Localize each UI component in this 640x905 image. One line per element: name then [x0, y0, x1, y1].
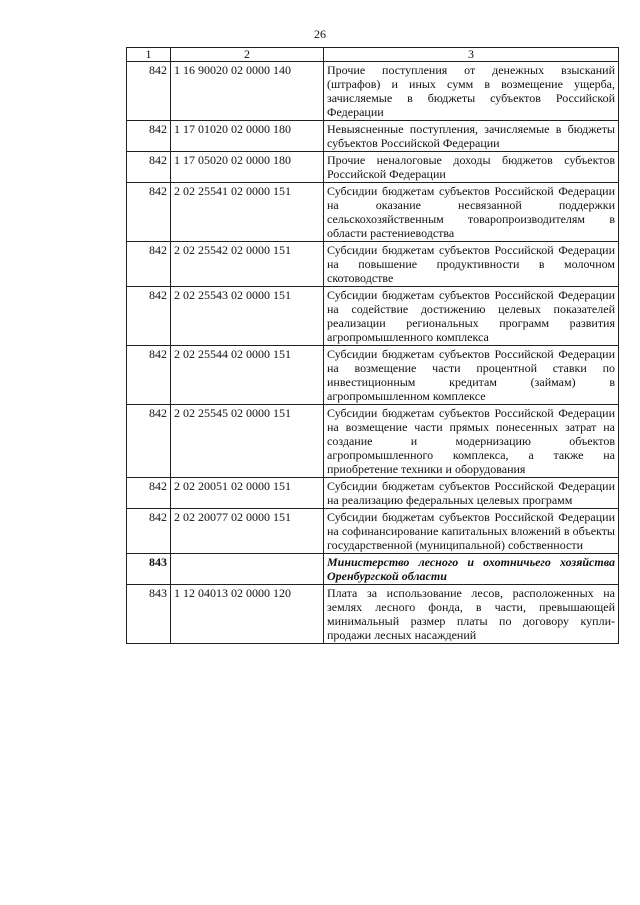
cell-admin-code: 842: [127, 405, 171, 478]
cell-budget-code: 1 12 04013 02 0000 120: [171, 585, 324, 644]
column-header-name: 3: [324, 48, 619, 62]
table-row: [127, 62, 619, 121]
cell-income-name: Субсидии бюджетам субъектов Российской Федерации на реализацию федеральных целевых программ: [324, 478, 619, 509]
table-row: [127, 346, 619, 405]
cell-income-name: Субсидии бюджетам субъектов Российской Федерации на содействие достижению целевых показателей реализации региональных программ развития агропромышленного комплекса: [324, 287, 619, 346]
table-header-row: [127, 48, 619, 62]
cell-budget-code: 2 02 25542 02 0000 151: [171, 242, 324, 287]
table-row: [127, 242, 619, 287]
cell-budget-code: [171, 554, 324, 585]
cell-income-name: Субсидии бюджетам субъектов Российской Федерации на возмещение части процентной ставки по инвестиционным кредитам (займам) в агропромышленном комплексе: [324, 346, 619, 405]
table-row: [127, 509, 619, 554]
cell-budget-code: 2 02 25543 02 0000 151: [171, 287, 324, 346]
cell-income-name: Плата за использование лесов, расположенных на землях лесного фонда, в части, превышающей минимальный размер платы по договору купли-продажи лесных насаждений: [324, 585, 619, 644]
table-row: [127, 478, 619, 509]
table-row: [127, 183, 619, 242]
cell-income-name: Субсидии бюджетам субъектов Российской Федерации на софинансирование капитальных вложений в объекты государственной (муниципальной) собственности: [324, 509, 619, 554]
cell-budget-code: 1 17 05020 02 0000 180: [171, 152, 324, 183]
page-number: 26: [314, 27, 326, 41]
cell-admin-code: 842: [127, 346, 171, 405]
cell-budget-code: 2 02 25541 02 0000 151: [171, 183, 324, 242]
column-header-code: 2: [171, 48, 324, 62]
cell-budget-code: 1 17 01020 02 0000 180: [171, 121, 324, 152]
cell-income-name: Министерство лесного и охотничьего хозяйства Оренбургской области: [324, 554, 619, 585]
cell-admin-code: 842: [127, 287, 171, 346]
budget-classification-table: [126, 47, 619, 644]
cell-admin-code: 843: [127, 585, 171, 644]
cell-income-name: Невыясненные поступления, зачисляемые в бюджеты субъектов Российской Федерации: [324, 121, 619, 152]
cell-admin-code: 842: [127, 62, 171, 121]
cell-admin-code: 843: [127, 554, 171, 585]
table-row: [127, 287, 619, 346]
cell-admin-code: 842: [127, 242, 171, 287]
cell-admin-code: 842: [127, 152, 171, 183]
table-row: [127, 152, 619, 183]
table-row: [127, 121, 619, 152]
cell-budget-code: 2 02 20051 02 0000 151: [171, 478, 324, 509]
cell-admin-code: 842: [127, 509, 171, 554]
table-row: [127, 405, 619, 478]
cell-income-name: Субсидии бюджетам субъектов Российской Федерации на возмещение части прямых понесенных затрат на создание и модернизацию объектов агропромышленного комплекса, а также на приобретение техники и оборудования: [324, 405, 619, 478]
cell-budget-code: 2 02 20077 02 0000 151: [171, 509, 324, 554]
cell-budget-code: 2 02 25544 02 0000 151: [171, 346, 324, 405]
table-row: [127, 585, 619, 644]
table-row-ministry: [127, 554, 619, 585]
cell-admin-code: 842: [127, 183, 171, 242]
cell-admin-code: 842: [127, 121, 171, 152]
cell-budget-code: 2 02 25545 02 0000 151: [171, 405, 324, 478]
cell-income-name: Прочие неналоговые доходы бюджетов субъектов Российской Федерации: [324, 152, 619, 183]
column-header-admin: 1: [127, 48, 171, 62]
cell-income-name: Субсидии бюджетам субъектов Российской Федерации на повышение продуктивности в молочном скотоводстве: [324, 242, 619, 287]
cell-income-name: Субсидии бюджетам субъектов Российской Федерации на оказание несвязанной поддержки сельскохозяйственным товаропроизводителям в области растениеводства: [324, 183, 619, 242]
cell-admin-code: 842: [127, 478, 171, 509]
cell-budget-code: 1 16 90020 02 0000 140: [171, 62, 324, 121]
cell-income-name: Прочие поступления от денежных взысканий (штрафов) и иных сумм в возмещение ущерба, зачисляемые в бюджеты субъектов Российской Федерации: [324, 62, 619, 121]
